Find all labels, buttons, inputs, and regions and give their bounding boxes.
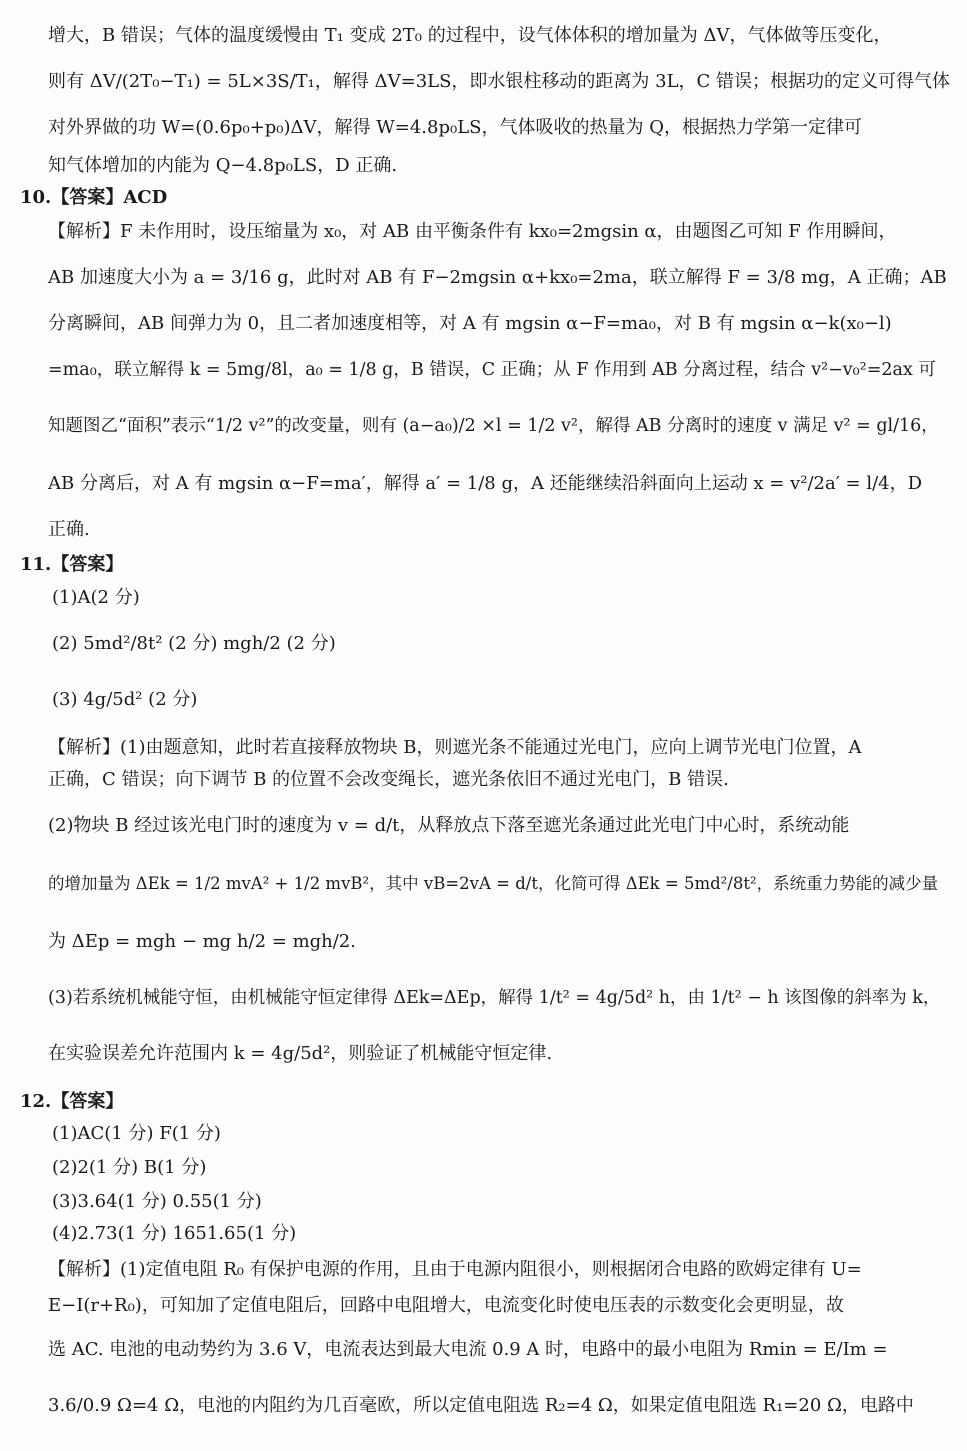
text-line: AB 分离后，对 A 有 mgsin α−F=ma′，解得 a′ = 1/8 g，A 还能继续沿斜面向上运动 x = v²/2a′ = l/4，D	[48, 473, 923, 494]
text-line: (4)2.73(1 分) 1651.65(1 分)	[52, 1223, 297, 1244]
text-line: 对外界做的功 W=(0.6p₀+p₀)ΔV，解得 W=4.8p₀LS，气体吸收的热量为 Q，根据热力学第一定律可	[48, 117, 862, 138]
text-line: 知题图乙“面积”表示“1/2 v²”的改变量，则有 (a−a₀)/2 ×l = 1/2 v²，解得 AB 分离时的速度 v 满足 v² = gl/16，	[48, 416, 939, 436]
text-line: (3)3.64(1 分) 0.55(1 分)	[52, 1191, 262, 1212]
text-line: 【解析】(1)定值电阻 R₀ 有保护电源的作用，且由于电源内阻很小，则根据闭合电路的欧姆定律有 U=	[48, 1259, 862, 1280]
text-line: (2) 5md²/8t² (2 分) mgh/2 (2 分)	[52, 633, 336, 654]
text-line: AB 加速度大小为 a = 3/16 g，此时对 AB 有 F−2mgsin α+kx₀=2ma，联立解得 F = 3/8 mg，A 正确；AB	[48, 267, 947, 288]
text-line: 正确，C 错误；向下调节 B 的位置不会改变绳长，遮光条依旧不通过光电门，B 错误.	[48, 769, 729, 790]
text-line: 分离瞬间，AB 间弹力为 0，且二者加速度相等，对 A 有 mgsin α−F=ma₀，对 B 有 mgsin α−k(x₀−l)	[48, 313, 892, 334]
text-line: 在实验误差允许范围内 k = 4g/5d²，则验证了机械能守恒定律.	[48, 1043, 553, 1064]
text-line: 为 ΔEp = mgh − mg h/2 = mgh/2.	[48, 931, 356, 952]
text-line: =ma₀，联立解得 k = 5mg/8l，a₀ = 1/8 g，B 错误，C 正确；从 F 作用到 AB 分离过程，结合 v²−v₀²=2ax 可	[48, 360, 936, 380]
text-line: (3)若系统机械能守恒，由机械能守恒定律得 ΔEk=ΔEp，解得 1/t² = 4g/5d² h，由 1/t² − h 该图像的斜率为 k，	[48, 988, 941, 1008]
text-line: 【解析】F 未作用时，设压缩量为 x₀，对 AB 由平衡条件有 kx₀=2mgsin α，由题图乙可知 F 作用瞬间，	[48, 221, 897, 242]
text-line: (1)A(2 分)	[52, 587, 140, 608]
text-line: 3.6/0.9 Ω=4 Ω，电池的内阻约为几百毫欧，所以定值电阻选 R₂=4 Ω，如果定值电阻选 R₁=20 Ω，电路中	[48, 1395, 914, 1416]
text-line: (2)2(1 分) B(1 分)	[52, 1157, 207, 1178]
text-line: 增大，B 错误；气体的温度缓慢由 T₁ 变成 2T₀ 的过程中，设气体体积的增加量为 ΔV，气体做等压变化，	[48, 25, 892, 46]
text-line: 知气体增加的内能为 Q−4.8p₀LS，D 正确.	[48, 155, 398, 176]
text-line: 选 AC. 电池的电动势约为 3.6 V，电流表达到最大电流 0.9 A 时，电路中的最小电阻为 Rmin = E/Im =	[48, 1339, 888, 1360]
answer-heading-11: 11.【答案】	[20, 554, 124, 575]
text-line: (3) 4g/5d² (2 分)	[52, 689, 198, 710]
text-line: (2)物块 B 经过该光电门时的速度为 v = d/t，从释放点下落至遮光条通过此光电门中心时，系统动能	[48, 815, 850, 836]
answer-heading-12: 12.【答案】	[20, 1091, 124, 1112]
text-line: 正确.	[48, 519, 90, 540]
text-line: E−I(r+R₀)，可知加了定值电阻后，回路中电阻增大，电流变化时使电压表的示数变化会更明显，故	[48, 1295, 844, 1316]
text-line: 的增加量为 ΔEk = 1/2 mvA² + 1/2 mvB²，其中 vB=2vA = d/t，化简可得 ΔEk = 5md²/8t²，系统重力势能的减少量	[48, 874, 939, 893]
answer-heading-10: 10.【答案】ACD	[20, 187, 168, 208]
text-line: 【解析】(1)由题意知，此时若直接释放物块 B，则遮光条不能通过光电门，应向上调节光电门位置，A	[48, 737, 862, 758]
text-line: (1)AC(1 分) F(1 分)	[52, 1123, 221, 1144]
text-line: 则有 ΔV/(2T₀−T₁) = 5L×3S/T₁，解得 ΔV=3LS，即水银柱移动的距离为 3L，C 错误；根据功的定义可得气体	[48, 71, 951, 92]
